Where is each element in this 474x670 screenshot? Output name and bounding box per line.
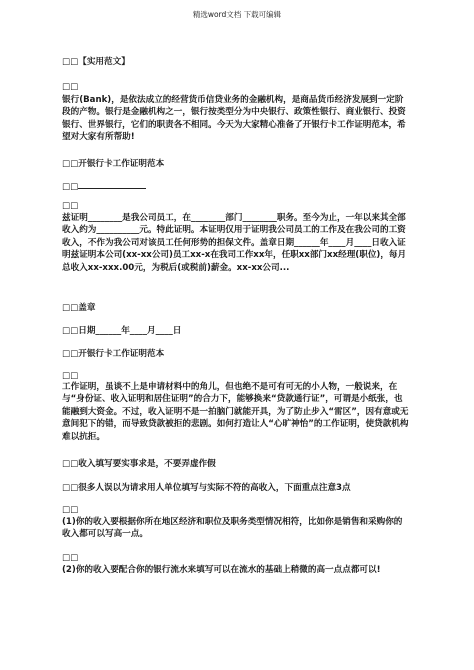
heading-practical-sample: □□【实用范文】 — [62, 57, 130, 67]
certificate-sample-text: 兹证明________是我公司员工，在________部门________职务。至今为止，一年以来其全部收入约为__________元。特此证明。本证明仅用于证明我公司员工的工作及在我公司的工资收入，不作为我公司对该员工任何形势的担保文件。盖章日期______年____月____日收入证明兹证明本公司(xx-xx公司)员工xx-x在我司工作xx年，任职xx部门xx经理(职位)，每月总收入xx-xxx.00元，为税后(或税前)薪金。xx-xx公司... — [62, 213, 407, 273]
tips-intro: □□很多人误以为请求用人单位填写与实际不符的高收入，下面重点注意3点 — [62, 483, 351, 493]
section-title: □□开银行卡工作证明范本 — [62, 349, 165, 359]
paragraph-marker: □□ — [62, 182, 79, 192]
income-honesty-heading: □□收入填写要实事求是，不要弄虚作假 — [62, 459, 216, 469]
date-line: □□日期______年____月____日 — [62, 326, 182, 336]
seal-line: □□盖章 — [62, 303, 96, 313]
signature-blank-line — [78, 180, 146, 189]
tip-item-2: (2)你的收入要配合你的银行流水来填写可以在流水的基础上稍微的高一点点都可以! — [62, 565, 381, 575]
intro-paragraph: 银行(Bank)，是依法成立的经营货币信贷业务的金融机构，是商品货币经济发展到一定阶段的产物。银行是金融机构之一，银行按类型分为中央银行、政策性银行、商业银行、投资银行、世界银行，它们的职责各不相同。今天为大家精心准备了开银行卡工作证明范本，希望对大家有所帮助! — [62, 95, 406, 143]
tip-item-1: (1)你的收入要根据你所在地区经济和职位及职务类型情况相符，比如你是销售和采购你的收入都可以写高一点。 — [62, 517, 403, 540]
paragraph-marker: □□ — [62, 371, 79, 381]
paragraph-marker: □□ — [62, 553, 79, 563]
paragraph-marker: □□ — [62, 82, 79, 92]
paragraph-marker: □□ — [62, 505, 79, 515]
paragraph-marker: □□ — [62, 201, 79, 211]
section-title: □□开银行卡工作证明范本 — [62, 159, 165, 169]
work-certificate-paragraph: 工作证明，虽谈不上是申请材料中的角儿，但也绝不是可有可无的小人物，一般说来，在与“身份证、收入证明和居住证明”的合力下，能够换来“贷款通行证”，可谓是小纸张，也能融到大资金。不过，收入证明不是一拍脑门就能开具，为了防止步入“雷区”，因有意或无意间犯下的错，而导致贷款被拒的悲剧。如何打造让人“心旷神怡”的工作证明，使贷款机构难以抗拒。 — [62, 382, 409, 442]
signature-row — [62, 180, 410, 193]
page-header: 精选word文档 下载可编辑 — [192, 10, 282, 19]
